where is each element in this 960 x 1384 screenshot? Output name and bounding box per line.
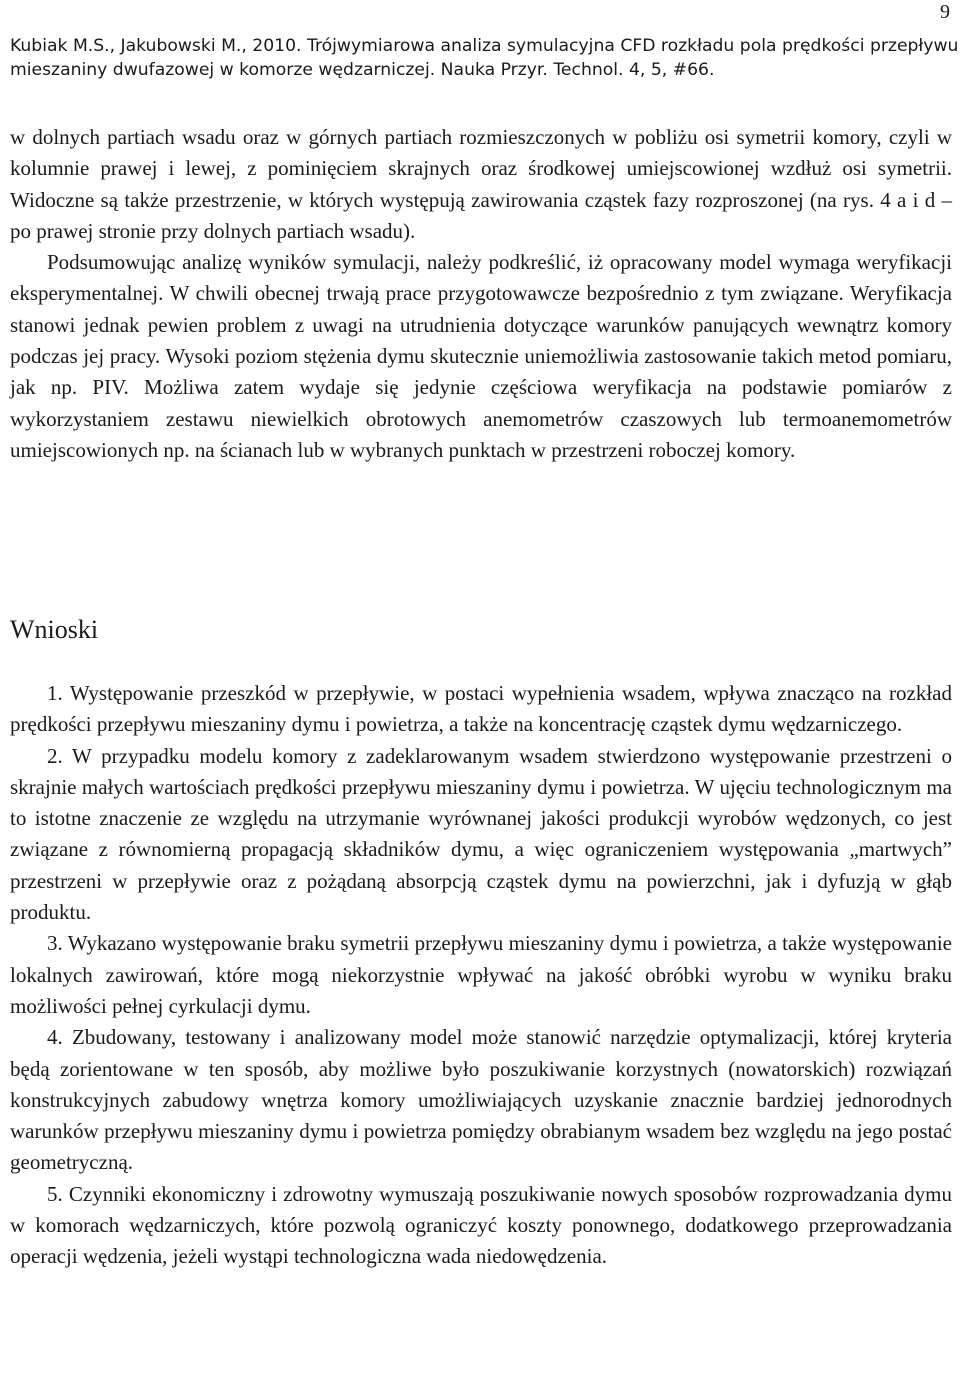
running-header [10, 34, 959, 82]
header-citation-line-2: mieszaniny dwufazowej w komorze wędzarniczej. Nauka Przyr. Technol. 4, 5, #66. [10, 60, 715, 80]
conclusions-list [10, 678, 952, 1273]
paragraph-continued: w dolnych partiach wsadu oraz w górnych partiach rozmieszczonych w pobliżu osi symetrii komory, czyli w kolumnie prawej i lewej, z pominięciem skrajnych oraz środkowej umiejscowionej wzdłuż osi symetrii. Widoczne są także przestrzenie, w których występują zawirowania cząstek fazy rozproszonej (na rys. 4 a i d – po prawej stronie przy dolnych partiach wsadu). [10, 125, 952, 243]
conclusion-item-3: 3. Wykazano występowanie braku symetrii przepływu mieszaniny dymu i powietrza, a także występowanie lokalnych zawirowań, które mogą niekorzystnie wpływać na jakość obróbki wyrobu w wyniku braku możliwości pełnej cyrkulacji dymu. [10, 931, 952, 1018]
conclusion-item-4: 4. Zbudowany, testowany i analizowany model może stanowić narzędzie optymalizacji, której kryteria będą zorientowane w ten sposób, aby możliwe było poszukiwanie korzystnych (nowatorskich) rozwiązań konstrukcyjnych zabudowy wnętrza komory umożliwiających uzyskanie znacznie bardziej jednorodnych warunków przepływu mieszaniny dymu i powietrza pomiędzy obrabianym wsadem bez względu na jego postać geometryczną. [10, 1025, 952, 1175]
paragraph-summary: Podsumowując analizę wyników symulacji, należy podkreślić, iż opracowany model wymaga weryfikacji eksperymentalnej. W chwili obecnej trwają prace przygotowawcze bezpośrednio z tym związane. Weryfikacja stanowi jednak pewien problem z uwagi na utrudnienia dotyczące warunków panujących wewnątrz komory podczas jej pracy. Wysoki poziom stężenia dymu skutecznie uniemożliwia zastosowanie takich metod pomiaru, jak np. PIV. Możliwa zatem wydaje się jedynie częściowa weryfikacja na podstawie pomiarów z wykorzystaniem zestawu niewielkich obrotowych anemometrów czaszowych lub termoanemometrów umiejscowionych np. na ścianach lub w wybranych punktach w przestrzeni roboczej komory. [10, 250, 952, 462]
header-citation-line-1: Kubiak M.S., Jakubowski M., 2010. Trójwymiarowa analiza symulacyjna CFD rozkładu pola prędkości przepływu [10, 36, 959, 56]
conclusion-item-1: 1. Występowanie przeszkód w przepływie, w postaci wypełnienia wsadem, wpływa znacząco na rozkład prędkości przepływu mieszaniny dymu i powietrza, a także na koncentrację cząstek dymu wędzarniczego. [10, 681, 952, 737]
section-title-conclusions: Wnioski [10, 615, 99, 644]
page-number: 9 [940, 1, 950, 23]
main-body-text [10, 122, 952, 466]
conclusion-item-5: 5. Czynniki ekonomiczny i zdrowotny wymuszają poszukiwanie nowych sposobów rozprowadzania dymu w komorach wędzarniczych, które pozwolą ograniczyć koszty ponownego, dodatkowego przeprowadzania operacji wędzenia, jeżeli wystąpi technologiczna wada niedowędzenia. [10, 1181, 952, 1269]
conclusion-item-2: 2. W przypadku modelu komory z zadeklarowanym wsadem stwierdzono występowanie przestrzeni o skrajnie małych wartościach prędkości przepływu mieszaniny dymu i powietrza. W ujęciu technologicznym ma to istotne znaczenie ze względu na utrzymanie wyrównanej jakości produkcji wyrobów wędzonych, co jest związane z równomierną propagacją składników dymu, a więc ograniczeniem występowania „martwych” przestrzeni w przepływie oraz z pożądaną absorpcją cząstek dymu na powierzchni, jak i dyfuzją w głąb produktu. [10, 743, 952, 925]
